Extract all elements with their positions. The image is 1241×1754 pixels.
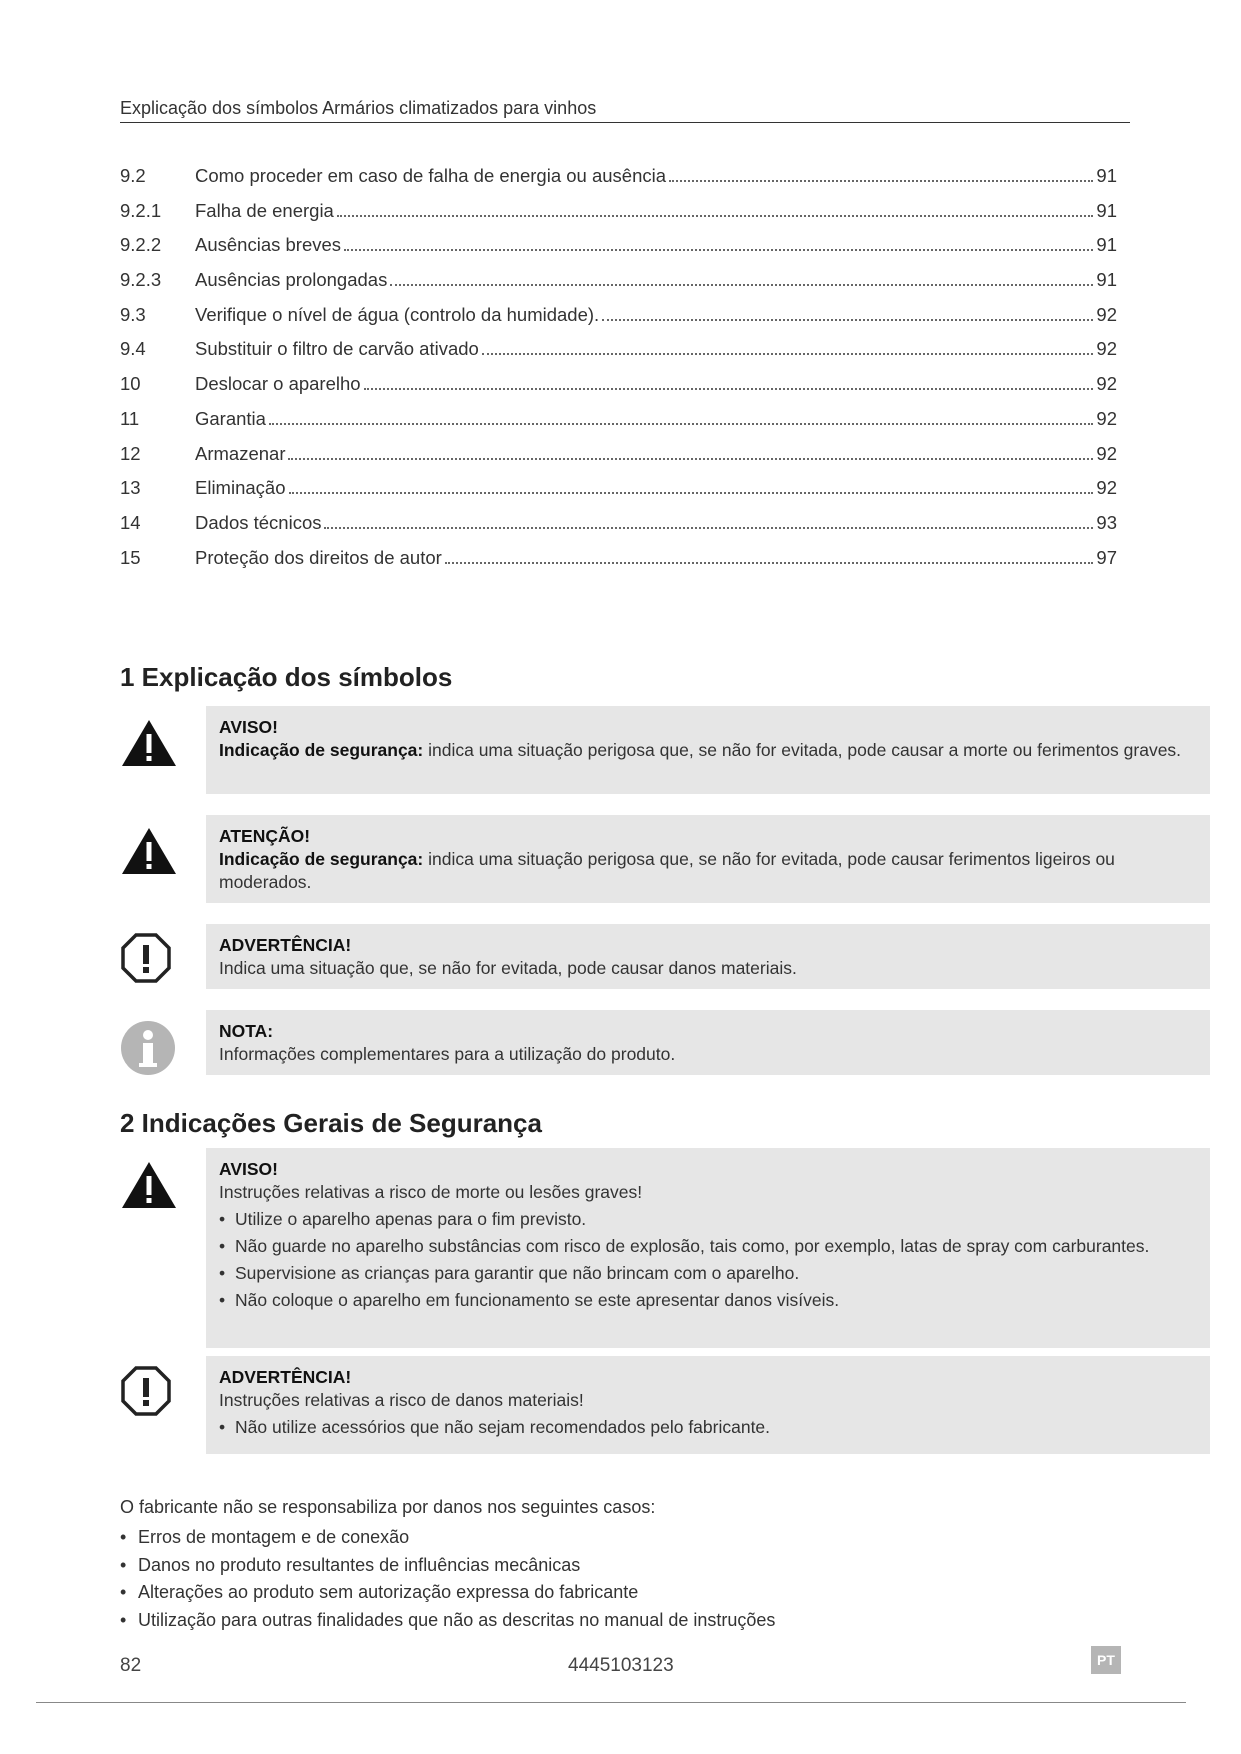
- toc-leader: [445, 562, 1094, 564]
- list-item: • Alterações ao produto sem autorização expressa do fabricante: [120, 1579, 1120, 1607]
- toc-title: Deslocar o aparelho: [195, 373, 361, 395]
- list-item: • Utilize o aparelho apenas para o fim previsto.: [219, 1208, 1198, 1231]
- toc-page: 92: [1096, 373, 1117, 395]
- toc-entry[interactable]: [120, 200, 1117, 235]
- toc-entry[interactable]: [120, 477, 1117, 512]
- language-badge: PT: [1091, 1646, 1121, 1674]
- list-item: • Utilização para outras finalidades que não as descritas no manual de instruções: [120, 1607, 1120, 1635]
- warning-triangle-icon: [120, 1160, 178, 1210]
- liability-list: [120, 1524, 1120, 1634]
- list-item: • Erros de montagem e de conexão: [120, 1524, 1120, 1552]
- liability-intro: O fabricante não se responsabiliza por danos nos seguintes casos:: [120, 1497, 656, 1517]
- page-number: 82: [120, 1655, 142, 1676]
- toc-number: 9.2.2: [120, 234, 162, 256]
- toc-entry[interactable]: [120, 443, 1117, 478]
- toc-entry[interactable]: [120, 373, 1117, 408]
- toc-leader: [288, 458, 1093, 460]
- toc-title: Ausências breves: [195, 234, 342, 256]
- list-item: • Não guarde no aparelho substâncias com risco de explosão, tais como, por exemplo, latas de spray com carburantes.: [219, 1235, 1198, 1258]
- toc-entry[interactable]: [120, 338, 1117, 373]
- box-text: Indica uma situação que, se não for evitada, pode causar danos materiais.: [219, 958, 797, 978]
- toc-number: 9.3: [120, 303, 146, 325]
- toc-number: 9.2.1: [120, 199, 162, 221]
- toc-number: 15: [120, 546, 141, 568]
- toc-page: 92: [1096, 477, 1117, 499]
- box-intro: Instruções relativas a risco de danos materiais!: [219, 1390, 584, 1410]
- note-box: [206, 1010, 1210, 1075]
- warning-box: [206, 1148, 1210, 1348]
- toc-page: 91: [1096, 199, 1117, 221]
- list-item: • Supervisione as crianças para garantir que não brincam com o aparelho.: [219, 1262, 1198, 1285]
- caution-box: [206, 815, 1210, 903]
- list-item: • Não utilize acessórios que não sejam recomendados pelo fabricante.: [219, 1416, 1198, 1439]
- toc-page: 92: [1096, 338, 1117, 360]
- toc-number: 10: [120, 373, 141, 395]
- notice-octagon-icon: [120, 932, 172, 984]
- toc-page: 92: [1096, 442, 1117, 464]
- section-heading-symbols: 1 Explicação dos símbolos: [120, 662, 453, 692]
- page-header: Explicação dos símbolos Armários climatizados para vinhos: [120, 98, 1130, 123]
- list-item: • Não coloque o aparelho em funcionamento se este apresentar danos visíveis.: [219, 1289, 1198, 1312]
- toc-page: 92: [1096, 407, 1117, 429]
- toc-title: Falha de energia: [195, 199, 334, 221]
- toc-leader: [669, 180, 1093, 182]
- toc-entry[interactable]: [120, 234, 1117, 269]
- notice-octagon-icon: [120, 1365, 172, 1417]
- toc-leader: [364, 388, 1094, 390]
- toc-number: 9.2.3: [120, 269, 162, 291]
- box-text: Informações complementares para a utilização do produto.: [219, 1044, 676, 1064]
- box-text: indica uma situação perigosa que, se não for evitada, pode causar ferimentos ligeiros ou moderados.: [219, 849, 1115, 892]
- warning-box: [206, 706, 1210, 794]
- warning-list: [219, 1208, 1198, 1312]
- toc-entry[interactable]: [120, 408, 1117, 443]
- toc-leader: [337, 215, 1094, 217]
- box-title: ADVERTÊNCIA!: [219, 1367, 352, 1387]
- toc-title: Proteção dos direitos de autor: [195, 546, 442, 568]
- toc-title: Substituir o filtro de carvão ativado: [195, 338, 479, 360]
- box-title: NOTA:: [219, 1021, 274, 1041]
- section-heading-safety: 2 Indicações Gerais de Segurança: [120, 1108, 542, 1138]
- caution-triangle-icon: [120, 826, 178, 876]
- toc-leader: [269, 423, 1093, 425]
- toc-title: Eliminação: [195, 477, 286, 499]
- toc-title: Como proceder em caso de falha de energia ou ausência: [195, 165, 667, 186]
- toc-number: 14: [120, 511, 141, 533]
- toc-number: 9.4: [120, 338, 146, 360]
- document-code: 4445103123: [568, 1655, 674, 1676]
- toc-entry[interactable]: [120, 512, 1117, 547]
- toc-leader: [344, 249, 1093, 251]
- toc-leader: [390, 284, 1093, 286]
- toc-entry[interactable]: [120, 269, 1117, 304]
- toc-title: Verifique o nível de água (controlo da humidade).: [195, 303, 600, 325]
- box-title: AVISO!: [219, 1159, 278, 1179]
- toc-leader: [482, 353, 1094, 355]
- footer-divider: [36, 1702, 1186, 1703]
- box-title: ADVERTÊNCIA!: [219, 935, 352, 955]
- list-item: • Danos no produto resultantes de influências mecânicas: [120, 1552, 1120, 1580]
- toc-page: 91: [1096, 234, 1117, 256]
- toc-title: Garantia: [195, 407, 266, 429]
- liability-section: [120, 1497, 1120, 1634]
- box-text: indica uma situação perigosa que, se não for evitada, pode causar a morte ou ferimentos graves.: [423, 740, 1182, 760]
- toc-title: Dados técnicos: [195, 511, 322, 533]
- toc-entry[interactable]: [120, 165, 1117, 200]
- warning-triangle-icon: [120, 718, 178, 768]
- toc-title: Armazenar: [195, 442, 286, 464]
- notice-box: [206, 924, 1210, 989]
- box-title: AVISO!: [219, 717, 278, 737]
- toc-page: 91: [1096, 165, 1117, 186]
- toc-title: Ausências prolongadas: [195, 269, 388, 291]
- toc-number: 11: [120, 407, 140, 429]
- toc-leader: [289, 492, 1094, 494]
- box-label: Indicação de segurança:: [219, 740, 424, 760]
- notice-box: [206, 1356, 1210, 1454]
- toc-page: 97: [1096, 546, 1117, 568]
- box-label: Indicação de segurança:: [219, 849, 424, 869]
- toc-entry[interactable]: [120, 547, 1117, 582]
- box-intro: Instruções relativas a risco de morte ou lesões graves!: [219, 1182, 643, 1202]
- notice-list: [219, 1416, 1198, 1439]
- table-of-contents: [120, 165, 1117, 581]
- info-icon: [120, 1020, 176, 1076]
- box-title: ATENÇÃO!: [219, 826, 311, 846]
- toc-number: 12: [120, 442, 141, 464]
- toc-page: 92: [1096, 303, 1117, 325]
- toc-entry[interactable]: [120, 304, 1117, 339]
- toc-leader: [324, 527, 1093, 529]
- toc-page: 93: [1096, 511, 1117, 533]
- toc-number: 9.2: [120, 165, 146, 186]
- toc-page: 91: [1096, 269, 1117, 291]
- toc-number: 13: [120, 477, 141, 499]
- toc-leader: [602, 319, 1093, 321]
